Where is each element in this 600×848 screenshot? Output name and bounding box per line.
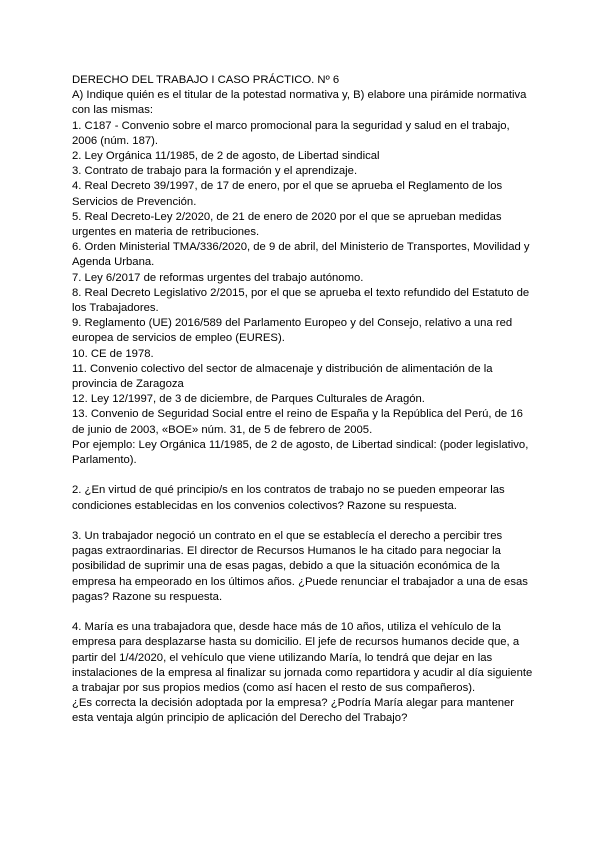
norm-item-13-cont: de junio de 2003, «BOE» núm. 31, de 5 de febrero de 2005. bbox=[72, 423, 373, 436]
paragraph-gap bbox=[72, 605, 542, 620]
norm-item-5-cont: urgentes en materia de retribuciones. bbox=[72, 226, 260, 239]
norm-item-9: 9. Reglamento (UE) 2016/589 del Parlamento Europeo y del Consejo, relativo a una red bbox=[72, 317, 513, 330]
norm-item-5: 5. Real Decreto-Ley 2/2020, de 21 de enero de 2020 por el que se aprueban medidas bbox=[72, 210, 502, 223]
question3-line: pagas? Razone su respuesta. bbox=[72, 590, 223, 603]
question3-line: empresa ha empeorado en los últimos años. ¿Puede renunciar el trabajador a una de esas bbox=[72, 575, 528, 588]
section1-intro-line: A) Indique quién es el titular de la potestad normativa y, B) elabore una pirámide normativa bbox=[72, 89, 527, 102]
question4-line: instalaciones de la empresa al finalizar su jornada como repartidora y acudir al día siguiente bbox=[72, 666, 533, 679]
question4-line: 4. María es una trabajadora que, desde hace más de 10 años, utiliza el vehículo de la bbox=[72, 621, 501, 634]
norm-item-9-cont: europea de servicios de empleo (EURES). bbox=[72, 332, 285, 345]
question3-line: pagas extraordinarias. El director de Recursos Humanos le ha citado para negociar la bbox=[72, 545, 501, 558]
paragraph-gap bbox=[72, 468, 542, 483]
norm-item-8: 8. Real Decreto Legislativo 2/2015, por el que se aprueba el texto refundido del Estatuto de bbox=[72, 286, 530, 299]
example-line: Parlamento). bbox=[72, 454, 137, 467]
question2-line: condiciones establecidas en los convenios colectivos? Razone su respuesta. bbox=[72, 499, 457, 512]
norm-item-12: 12. Ley 12/1997, de 3 de diciembre, de Parques Culturales de Aragón. bbox=[72, 393, 425, 406]
question4-line: a trabajar por sus propios medios (como así hacen el resto de sus compañeros). bbox=[72, 682, 476, 695]
paragraph-gap bbox=[72, 514, 542, 529]
norm-item-4: 4. Real Decreto 39/1997, de 17 de enero, por el que se aprueba el Reglamento de los bbox=[72, 180, 503, 193]
norm-item-2: 2. Ley Orgánica 11/1985, de 2 de agosto, de Libertad sindical bbox=[72, 150, 380, 163]
norm-item-11: 11. Convenio colectivo del sector de almacenaje y distribución de alimentación de la bbox=[72, 362, 493, 375]
norm-item-10: 10. CE de 1978. bbox=[72, 347, 154, 360]
question4-line: ¿Es correcta la decisión adoptada por la empresa? ¿Podría María alegar para mantener bbox=[72, 697, 515, 710]
section1-intro-line: con las mismas: bbox=[72, 104, 153, 117]
question3-line: posibilidad de suprimir una de esas pagas, debido a que la situación económica de la bbox=[72, 560, 500, 573]
document-title: DERECHO DEL TRABAJO I CASO PRÁCTICO. Nº 6 bbox=[72, 74, 340, 86]
norm-item-3: 3. Contrato de trabajo para la formación y el aprendizaje. bbox=[72, 165, 358, 178]
norm-item-6-cont: Agenda Urbana. bbox=[72, 256, 155, 269]
document-page bbox=[72, 73, 542, 727]
question4-line: esta ventaja algún principio de aplicación del Derecho del Trabajo? bbox=[72, 712, 408, 725]
norm-item-4-cont: Servicios de Prevención. bbox=[72, 195, 197, 208]
norm-item-11-cont: provincia de Zaragoza bbox=[72, 378, 184, 391]
question2-line: 2. ¿En virtud de qué principio/s en los contratos de trabajo no se pueden empeorar las bbox=[72, 484, 505, 497]
norm-item-13: 13. Convenio de Seguridad Social entre el reino de España y la República del Perú, de 16 bbox=[72, 408, 523, 421]
example-line: Por ejemplo: Ley Orgánica 11/1985, de 2 de agosto, de Libertad sindical: (poder legislativo, bbox=[72, 438, 529, 451]
norm-item-1-cont: 2006 (núm. 187). bbox=[72, 134, 159, 147]
question3-line: 3. Un trabajador negoció un contrato en el que se establecía el derecho a percibir tres bbox=[72, 530, 503, 543]
norm-item-6: 6. Orden Ministerial TMA/336/2020, de 9 de abril, del Ministerio de Transportes, Movilidad y bbox=[72, 241, 530, 254]
question4-line: empresa para desplazarse hasta su domicilio. El jefe de recursos humanos decide que, a bbox=[72, 636, 520, 649]
question4-line: partir del 1/4/2020, el vehículo que viene utilizando María, lo tendrá que dejar en las bbox=[72, 651, 493, 664]
norm-item-7: 7. Ley 6/2017 de reformas urgentes del trabajo autónomo. bbox=[72, 271, 364, 284]
norm-item-1: 1. C187 - Convenio sobre el marco promocional para la seguridad y salud en el trabajo, bbox=[72, 119, 510, 132]
norm-item-8-cont: los Trabajadores. bbox=[72, 302, 159, 315]
